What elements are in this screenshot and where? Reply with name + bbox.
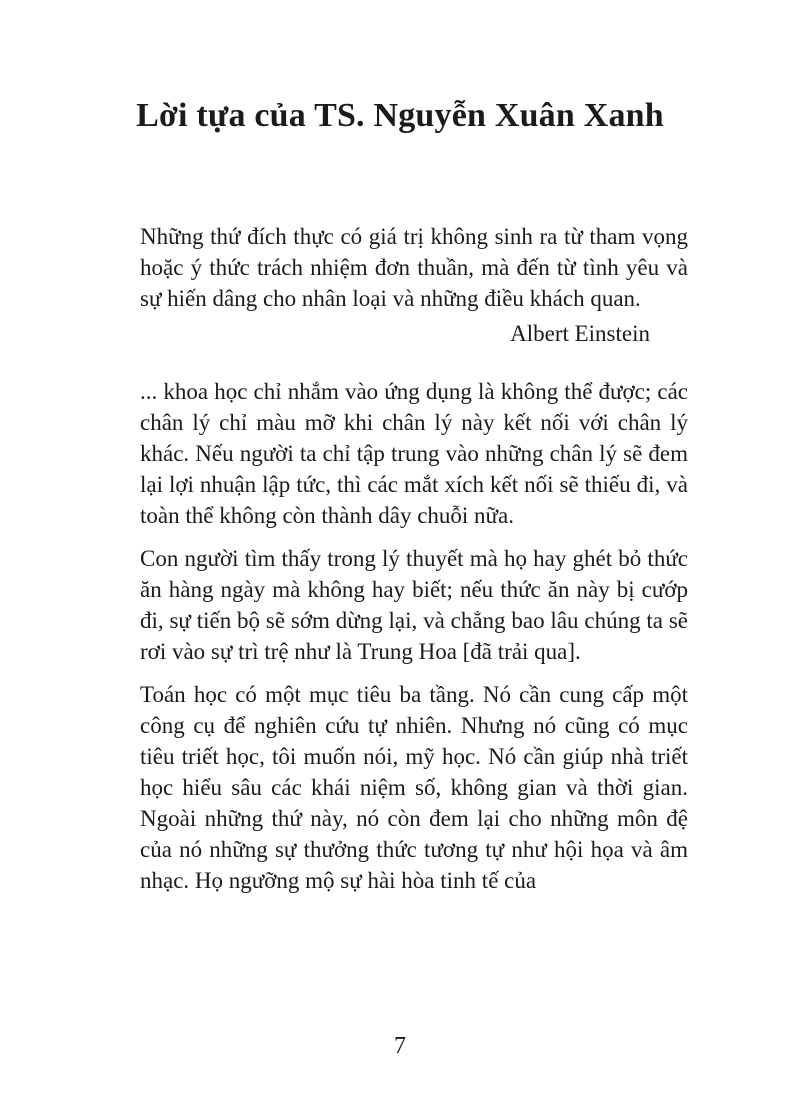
paragraph-2: Con người tìm thấy trong lý thuyết mà họ hay ghét bỏ thức ăn hàng ngày mà không hay biết; nếu thức ăn này bị cướp đi, sự tiến bộ sẽ sớm dừng lại, và chẳng bao lâu chúng ta sẽ rơi vào sự trì trệ như là Trung Hoa [đã trải qua]. [140,546,688,664]
paragraph-3: Toán học có một mục tiêu ba tầng. Nó cần cung cấp một công cụ để nghiên cứu tự nhiên. Nhưng nó cũng có mục tiêu triết học, tôi muốn nói, mỹ học. Nó cần giúp nhà triết học hiểu sâu các khái niệm số, không gian và thời gian. Ngoài những thứ này, nó còn đem lại cho những môn đệ của nó những sự thưởng thức tương tự như hội họa và âm nhạc. Họ ngưỡng mộ sự hài hòa tinh tế của [140,682,688,893]
epigraph-attribution: Albert Einstein [510,321,650,346]
page-content [140,221,688,896]
page-number: 7 [0,1031,800,1061]
paragraph-1: ... khoa học chỉ nhắm vào ứng dụng là không thể được; các chân lý chỉ màu mỡ khi chân lý này kết nối với chân lý khác. Nếu người ta chỉ tập trung vào những chân lý sẽ đem lại lợi nhuận lập tức, thì các mắt xích kết nối sẽ thiếu đi, và toàn thể không còn thành dây chuỗi nữa. [140,379,688,528]
epigraph-text: Những thứ đích thực có giá trị không sinh ra từ tham vọng hoặc ý thức trách nhiệm đơn thuần, mà đến từ tình yêu và sự hiến dâng cho nhân loại và những điều khách quan. [140,224,688,311]
page-title: Lời tựa của TS. Nguyễn Xuân Xanh [136,97,664,134]
